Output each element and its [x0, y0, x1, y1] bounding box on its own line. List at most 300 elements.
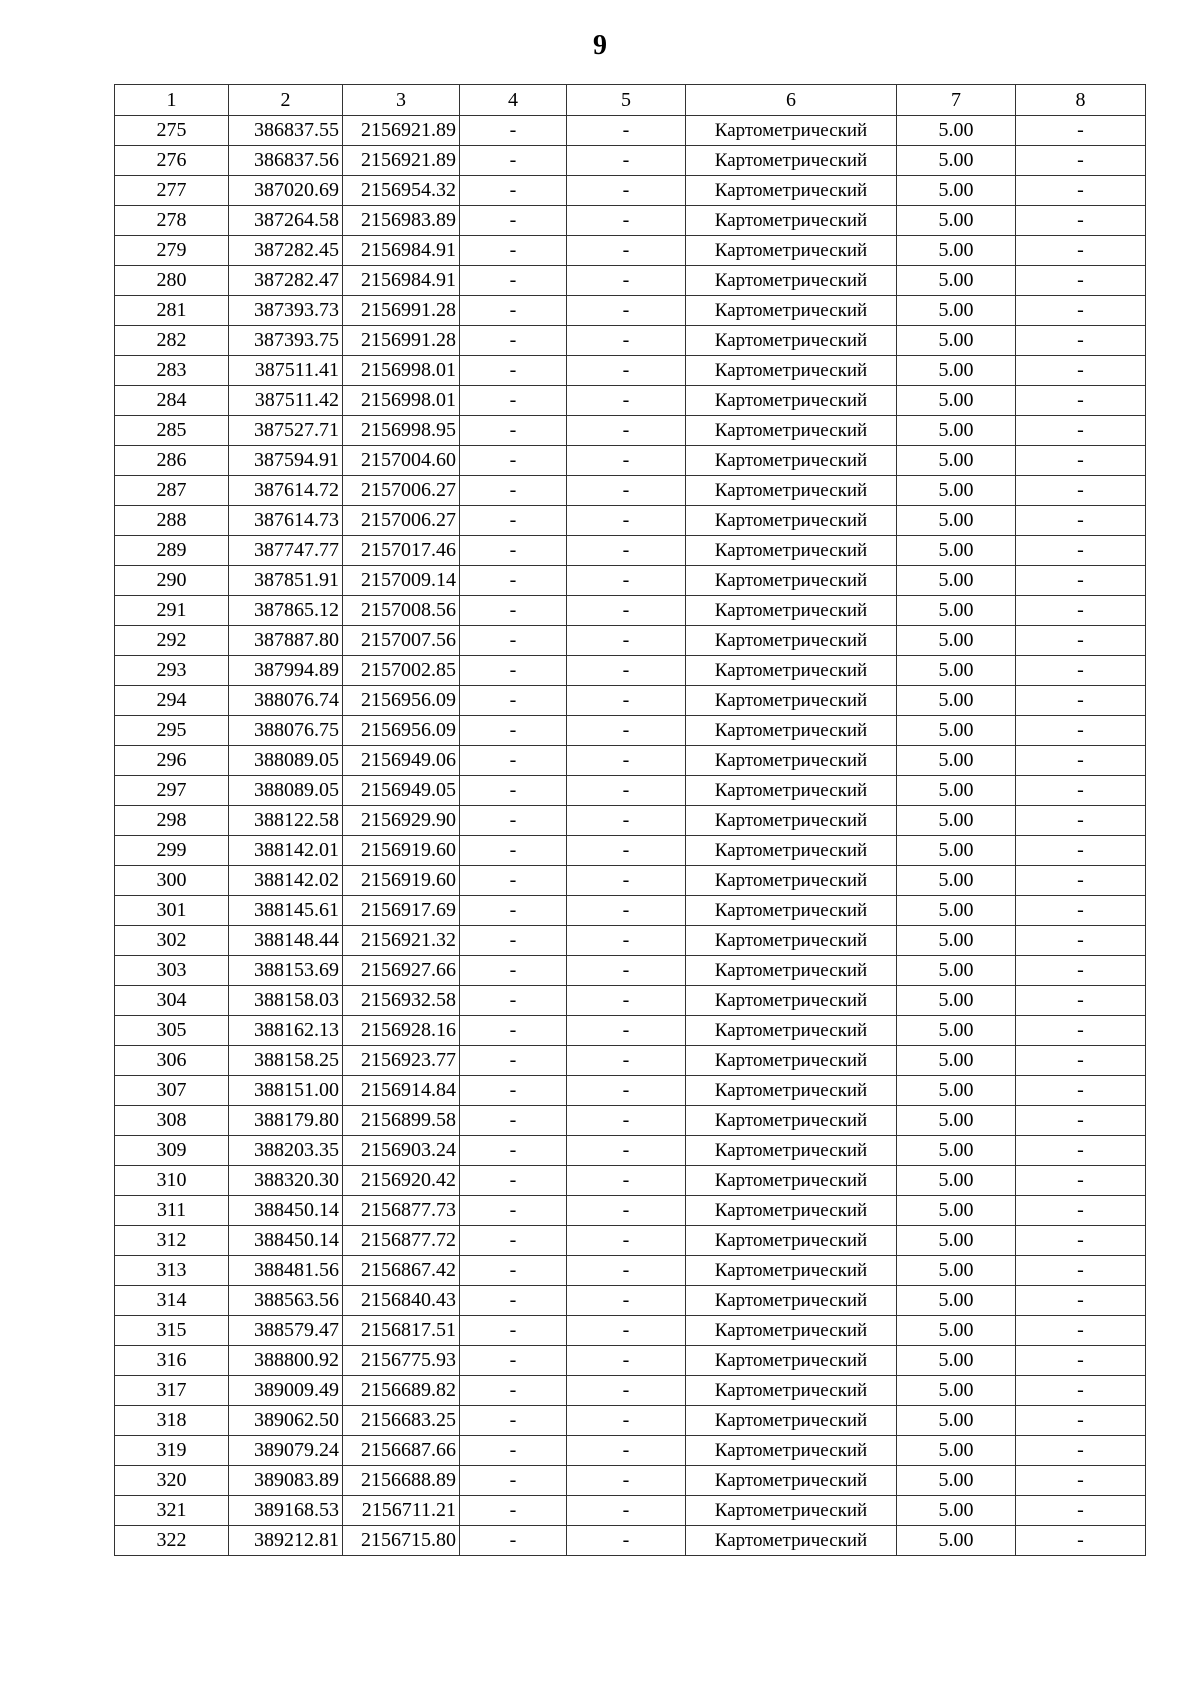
column-4-cell: - [460, 176, 567, 206]
x-coordinate-cell: 387614.72 [229, 476, 343, 506]
y-coordinate-cell: 2156949.06 [343, 746, 460, 776]
point-number-cell: 299 [115, 836, 229, 866]
column-5-cell: - [567, 206, 686, 236]
table-row [115, 866, 1146, 896]
x-coordinate-cell: 386837.56 [229, 146, 343, 176]
accuracy-cell: 5.00 [897, 326, 1016, 356]
method-cell: Картометрический [686, 1196, 897, 1226]
y-coordinate-cell: 2156689.82 [343, 1376, 460, 1406]
column-8-cell: - [1016, 716, 1146, 746]
point-number-cell: 304 [115, 986, 229, 1016]
y-coordinate-cell: 2157006.27 [343, 476, 460, 506]
method-cell: Картометрический [686, 686, 897, 716]
column-5-cell: - [567, 1256, 686, 1286]
accuracy-cell: 5.00 [897, 806, 1016, 836]
table-row [115, 716, 1146, 746]
point-number-cell: 301 [115, 896, 229, 926]
accuracy-cell: 5.00 [897, 746, 1016, 776]
column-5-cell: - [567, 1046, 686, 1076]
x-coordinate-cell: 388579.47 [229, 1316, 343, 1346]
point-number-cell: 276 [115, 146, 229, 176]
method-cell: Картометрический [686, 1256, 897, 1286]
column-4-cell: - [460, 926, 567, 956]
y-coordinate-cell: 2156715.80 [343, 1526, 460, 1556]
column-4-cell: - [460, 326, 567, 356]
accuracy-cell: 5.00 [897, 1136, 1016, 1166]
accuracy-cell: 5.00 [897, 176, 1016, 206]
column-8-cell: - [1016, 356, 1146, 386]
x-coordinate-cell: 387020.69 [229, 176, 343, 206]
column-5-cell: - [567, 1136, 686, 1166]
table-row [115, 416, 1146, 446]
method-cell: Картометрический [686, 1286, 897, 1316]
column-8-cell: - [1016, 326, 1146, 356]
column-8-cell: - [1016, 1076, 1146, 1106]
table-row [115, 1376, 1146, 1406]
column-8-cell: - [1016, 176, 1146, 206]
point-number-cell: 314 [115, 1286, 229, 1316]
column-8-cell: - [1016, 1256, 1146, 1286]
point-number-cell: 317 [115, 1376, 229, 1406]
column-5-cell: - [567, 416, 686, 446]
method-cell: Картометрический [686, 1376, 897, 1406]
table-row [115, 1166, 1146, 1196]
x-coordinate-cell: 389009.49 [229, 1376, 343, 1406]
column-8-cell: - [1016, 1166, 1146, 1196]
column-8-cell: - [1016, 956, 1146, 986]
table-row [115, 1106, 1146, 1136]
method-cell: Картометрический [686, 1526, 897, 1556]
x-coordinate-cell: 388158.25 [229, 1046, 343, 1076]
column-header: 5 [567, 85, 686, 116]
column-4-cell: - [460, 206, 567, 236]
x-coordinate-cell: 388089.05 [229, 776, 343, 806]
column-5-cell: - [567, 476, 686, 506]
column-8-cell: - [1016, 236, 1146, 266]
column-4-cell: - [460, 1106, 567, 1136]
column-5-cell: - [567, 1196, 686, 1226]
column-4-cell: - [460, 146, 567, 176]
x-coordinate-cell: 389079.24 [229, 1436, 343, 1466]
y-coordinate-cell: 2156984.91 [343, 236, 460, 266]
page-number: 9 [593, 30, 607, 61]
header-row [115, 85, 1146, 116]
table-row [115, 1316, 1146, 1346]
table-row [115, 626, 1146, 656]
method-cell: Картометрический [686, 476, 897, 506]
column-8-cell: - [1016, 536, 1146, 566]
y-coordinate-cell: 2156919.60 [343, 866, 460, 896]
y-coordinate-cell: 2156775.93 [343, 1346, 460, 1376]
x-coordinate-cell: 388162.13 [229, 1016, 343, 1046]
column-8-cell: - [1016, 626, 1146, 656]
y-coordinate-cell: 2156683.25 [343, 1406, 460, 1436]
accuracy-cell: 5.00 [897, 1046, 1016, 1076]
accuracy-cell: 5.00 [897, 266, 1016, 296]
column-4-cell: - [460, 836, 567, 866]
accuracy-cell: 5.00 [897, 386, 1016, 416]
column-4-cell: - [460, 356, 567, 386]
table-row [115, 536, 1146, 566]
y-coordinate-cell: 2156991.28 [343, 326, 460, 356]
y-coordinate-cell: 2156954.32 [343, 176, 460, 206]
point-number-cell: 290 [115, 566, 229, 596]
column-4-cell: - [460, 1016, 567, 1046]
column-4-cell: - [460, 1196, 567, 1226]
accuracy-cell: 5.00 [897, 1286, 1016, 1316]
column-8-cell: - [1016, 566, 1146, 596]
column-4-cell: - [460, 596, 567, 626]
table-row [115, 1136, 1146, 1166]
x-coordinate-cell: 388151.00 [229, 1076, 343, 1106]
x-coordinate-cell: 387851.91 [229, 566, 343, 596]
x-coordinate-cell: 388203.35 [229, 1136, 343, 1166]
y-coordinate-cell: 2156983.89 [343, 206, 460, 236]
column-5-cell: - [567, 626, 686, 656]
accuracy-cell: 5.00 [897, 656, 1016, 686]
x-coordinate-cell: 388122.58 [229, 806, 343, 836]
column-4-cell: - [460, 686, 567, 716]
x-coordinate-cell: 388320.30 [229, 1166, 343, 1196]
point-number-cell: 312 [115, 1226, 229, 1256]
y-coordinate-cell: 2156920.42 [343, 1166, 460, 1196]
column-5-cell: - [567, 356, 686, 386]
table-row [115, 1016, 1146, 1046]
column-5-cell: - [567, 986, 686, 1016]
accuracy-cell: 5.00 [897, 686, 1016, 716]
y-coordinate-cell: 2156984.91 [343, 266, 460, 296]
point-number-cell: 300 [115, 866, 229, 896]
column-4-cell: - [460, 1406, 567, 1436]
column-8-cell: - [1016, 1346, 1146, 1376]
y-coordinate-cell: 2156817.51 [343, 1316, 460, 1346]
column-header: 4 [460, 85, 567, 116]
column-4-cell: - [460, 476, 567, 506]
method-cell: Картометрический [686, 866, 897, 896]
column-5-cell: - [567, 1526, 686, 1556]
column-8-cell: - [1016, 896, 1146, 926]
method-cell: Картометрический [686, 1136, 897, 1166]
method-cell: Картометрический [686, 116, 897, 146]
table-row [115, 776, 1146, 806]
x-coordinate-cell: 388076.74 [229, 686, 343, 716]
point-number-cell: 305 [115, 1016, 229, 1046]
column-4-cell: - [460, 956, 567, 986]
y-coordinate-cell: 2156899.58 [343, 1106, 460, 1136]
y-coordinate-cell: 2156921.89 [343, 116, 460, 146]
method-cell: Картометрический [686, 896, 897, 926]
accuracy-cell: 5.00 [897, 236, 1016, 266]
point-number-cell: 298 [115, 806, 229, 836]
column-4-cell: - [460, 1346, 567, 1376]
x-coordinate-cell: 388450.14 [229, 1196, 343, 1226]
column-8-cell: - [1016, 1406, 1146, 1436]
column-5-cell: - [567, 1166, 686, 1196]
method-cell: Картометрический [686, 506, 897, 536]
column-4-cell: - [460, 566, 567, 596]
method-cell: Картометрический [686, 1166, 897, 1196]
column-5-cell: - [567, 1226, 686, 1256]
x-coordinate-cell: 388089.05 [229, 746, 343, 776]
y-coordinate-cell: 2156877.72 [343, 1226, 460, 1256]
x-coordinate-cell: 387264.58 [229, 206, 343, 236]
x-coordinate-cell: 387393.73 [229, 296, 343, 326]
table-row [115, 326, 1146, 356]
table-row [115, 146, 1146, 176]
table-row [115, 926, 1146, 956]
method-cell: Картометрический [686, 716, 897, 746]
column-4-cell: - [460, 986, 567, 1016]
column-5-cell: - [567, 1076, 686, 1106]
column-8-cell: - [1016, 776, 1146, 806]
y-coordinate-cell: 2156998.01 [343, 356, 460, 386]
column-5-cell: - [567, 836, 686, 866]
accuracy-cell: 5.00 [897, 716, 1016, 746]
table-row [115, 356, 1146, 386]
table-row [115, 1346, 1146, 1376]
point-number-cell: 320 [115, 1466, 229, 1496]
point-number-cell: 321 [115, 1496, 229, 1526]
method-cell: Картометрический [686, 806, 897, 836]
column-5-cell: - [567, 1436, 686, 1466]
method-cell: Картометрический [686, 1466, 897, 1496]
accuracy-cell: 5.00 [897, 1196, 1016, 1226]
column-8-cell: - [1016, 986, 1146, 1016]
table-row [115, 656, 1146, 686]
column-4-cell: - [460, 1496, 567, 1526]
accuracy-cell: 5.00 [897, 446, 1016, 476]
point-number-cell: 288 [115, 506, 229, 536]
method-cell: Картометрический [686, 416, 897, 446]
table-row [115, 1286, 1146, 1316]
method-cell: Картометрический [686, 1346, 897, 1376]
column-5-cell: - [567, 176, 686, 206]
column-4-cell: - [460, 236, 567, 266]
point-number-cell: 319 [115, 1436, 229, 1466]
x-coordinate-cell: 387994.89 [229, 656, 343, 686]
column-5-cell: - [567, 536, 686, 566]
column-5-cell: - [567, 1346, 686, 1376]
table-row [115, 746, 1146, 776]
y-coordinate-cell: 2156711.21 [343, 1496, 460, 1526]
column-5-cell: - [567, 386, 686, 416]
point-number-cell: 291 [115, 596, 229, 626]
y-coordinate-cell: 2156956.09 [343, 686, 460, 716]
x-coordinate-cell: 387747.77 [229, 536, 343, 566]
column-4-cell: - [460, 296, 567, 326]
table-row [115, 956, 1146, 986]
column-8-cell: - [1016, 1136, 1146, 1166]
x-coordinate-cell: 388076.75 [229, 716, 343, 746]
point-number-cell: 286 [115, 446, 229, 476]
column-4-cell: - [460, 1166, 567, 1196]
point-number-cell: 313 [115, 1256, 229, 1286]
method-cell: Картометрический [686, 146, 897, 176]
accuracy-cell: 5.00 [897, 1016, 1016, 1046]
method-cell: Картометрический [686, 266, 897, 296]
column-5-cell: - [567, 776, 686, 806]
y-coordinate-cell: 2156688.89 [343, 1466, 460, 1496]
table-row [115, 236, 1146, 266]
point-number-cell: 275 [115, 116, 229, 146]
column-5-cell: - [567, 506, 686, 536]
method-cell: Картометрический [686, 1016, 897, 1046]
column-header: 1 [115, 85, 229, 116]
column-5-cell: - [567, 446, 686, 476]
point-number-cell: 308 [115, 1106, 229, 1136]
table-row [115, 1466, 1146, 1496]
column-header: 6 [686, 85, 897, 116]
column-5-cell: - [567, 1016, 686, 1046]
x-coordinate-cell: 388450.14 [229, 1226, 343, 1256]
column-8-cell: - [1016, 656, 1146, 686]
column-header: 2 [229, 85, 343, 116]
accuracy-cell: 5.00 [897, 476, 1016, 506]
accuracy-cell: 5.00 [897, 986, 1016, 1016]
column-4-cell: - [460, 1466, 567, 1496]
column-4-cell: - [460, 386, 567, 416]
accuracy-cell: 5.00 [897, 1316, 1016, 1346]
column-8-cell: - [1016, 446, 1146, 476]
table-body [115, 116, 1146, 1556]
column-4-cell: - [460, 1226, 567, 1256]
column-4-cell: - [460, 866, 567, 896]
column-5-cell: - [567, 326, 686, 356]
x-coordinate-cell: 387865.12 [229, 596, 343, 626]
method-cell: Картометрический [686, 236, 897, 266]
table-row [115, 1406, 1146, 1436]
x-coordinate-cell: 389062.50 [229, 1406, 343, 1436]
column-8-cell: - [1016, 266, 1146, 296]
column-4-cell: - [460, 1376, 567, 1406]
point-number-cell: 280 [115, 266, 229, 296]
point-number-cell: 316 [115, 1346, 229, 1376]
method-cell: Картометрический [686, 206, 897, 236]
column-4-cell: - [460, 116, 567, 146]
accuracy-cell: 5.00 [897, 566, 1016, 596]
column-5-cell: - [567, 866, 686, 896]
y-coordinate-cell: 2157017.46 [343, 536, 460, 566]
column-8-cell: - [1016, 506, 1146, 536]
column-8-cell: - [1016, 1466, 1146, 1496]
accuracy-cell: 5.00 [897, 776, 1016, 806]
table-row [115, 566, 1146, 596]
column-8-cell: - [1016, 866, 1146, 896]
table-row [115, 836, 1146, 866]
column-8-cell: - [1016, 1376, 1146, 1406]
x-coordinate-cell: 387511.42 [229, 386, 343, 416]
point-number-cell: 282 [115, 326, 229, 356]
column-5-cell: - [567, 566, 686, 596]
column-5-cell: - [567, 656, 686, 686]
point-number-cell: 285 [115, 416, 229, 446]
method-cell: Картометрический [686, 656, 897, 686]
column-8-cell: - [1016, 1196, 1146, 1226]
table-row [115, 206, 1146, 236]
y-coordinate-cell: 2156687.66 [343, 1436, 460, 1466]
column-8-cell: - [1016, 686, 1146, 716]
point-number-cell: 294 [115, 686, 229, 716]
accuracy-cell: 5.00 [897, 1106, 1016, 1136]
column-5-cell: - [567, 146, 686, 176]
column-4-cell: - [460, 896, 567, 926]
point-number-cell: 307 [115, 1076, 229, 1106]
column-4-cell: - [460, 1076, 567, 1106]
column-4-cell: - [460, 806, 567, 836]
method-cell: Картометрический [686, 956, 897, 986]
accuracy-cell: 5.00 [897, 1256, 1016, 1286]
point-number-cell: 315 [115, 1316, 229, 1346]
x-coordinate-cell: 388179.80 [229, 1106, 343, 1136]
y-coordinate-cell: 2157008.56 [343, 596, 460, 626]
point-number-cell: 293 [115, 656, 229, 686]
y-coordinate-cell: 2156921.32 [343, 926, 460, 956]
column-header: 8 [1016, 85, 1146, 116]
x-coordinate-cell: 388153.69 [229, 956, 343, 986]
method-cell: Картометрический [686, 386, 897, 416]
column-8-cell: - [1016, 926, 1146, 956]
method-cell: Картометрический [686, 1046, 897, 1076]
x-coordinate-cell: 388148.44 [229, 926, 343, 956]
column-5-cell: - [567, 596, 686, 626]
y-coordinate-cell: 2156928.16 [343, 1016, 460, 1046]
method-cell: Картометрический [686, 836, 897, 866]
accuracy-cell: 5.00 [897, 1406, 1016, 1436]
column-4-cell: - [460, 716, 567, 746]
accuracy-cell: 5.00 [897, 896, 1016, 926]
column-8-cell: - [1016, 206, 1146, 236]
x-coordinate-cell: 389212.81 [229, 1526, 343, 1556]
column-8-cell: - [1016, 1046, 1146, 1076]
accuracy-cell: 5.00 [897, 536, 1016, 566]
column-4-cell: - [460, 446, 567, 476]
column-5-cell: - [567, 1406, 686, 1436]
accuracy-cell: 5.00 [897, 416, 1016, 446]
point-number-cell: 322 [115, 1526, 229, 1556]
accuracy-cell: 5.00 [897, 1376, 1016, 1406]
point-number-cell: 303 [115, 956, 229, 986]
column-5-cell: - [567, 1496, 686, 1526]
y-coordinate-cell: 2156921.89 [343, 146, 460, 176]
column-4-cell: - [460, 656, 567, 686]
x-coordinate-cell: 388145.61 [229, 896, 343, 926]
point-number-cell: 279 [115, 236, 229, 266]
y-coordinate-cell: 2156867.42 [343, 1256, 460, 1286]
column-4-cell: - [460, 626, 567, 656]
method-cell: Картометрический [686, 1316, 897, 1346]
table-row [115, 1526, 1146, 1556]
method-cell: Картометрический [686, 1496, 897, 1526]
coordinates-table [114, 84, 1146, 1556]
column-8-cell: - [1016, 416, 1146, 446]
accuracy-cell: 5.00 [897, 206, 1016, 236]
accuracy-cell: 5.00 [897, 1076, 1016, 1106]
x-coordinate-cell: 388481.56 [229, 1256, 343, 1286]
column-5-cell: - [567, 1106, 686, 1136]
point-number-cell: 278 [115, 206, 229, 236]
column-header: 7 [897, 85, 1016, 116]
column-4-cell: - [460, 746, 567, 776]
method-cell: Картометрический [686, 596, 897, 626]
table-row [115, 116, 1146, 146]
column-5-cell: - [567, 1286, 686, 1316]
accuracy-cell: 5.00 [897, 1496, 1016, 1526]
x-coordinate-cell: 387614.73 [229, 506, 343, 536]
x-coordinate-cell: 386837.55 [229, 116, 343, 146]
column-5-cell: - [567, 1466, 686, 1496]
point-number-cell: 287 [115, 476, 229, 506]
table-row [115, 986, 1146, 1016]
